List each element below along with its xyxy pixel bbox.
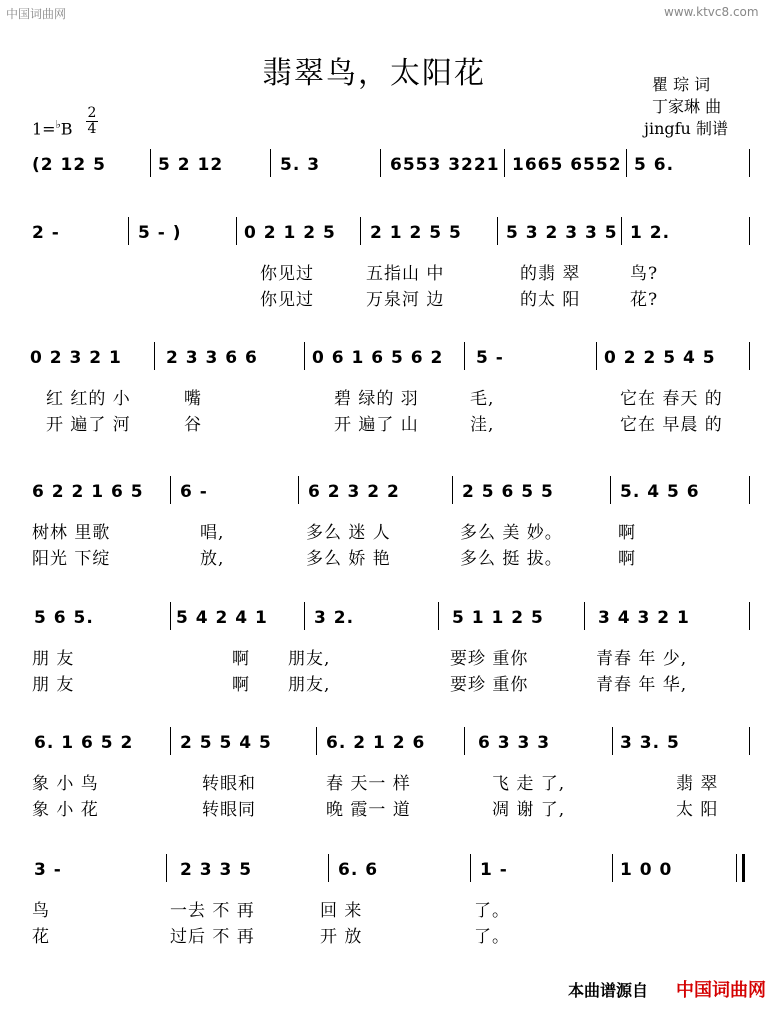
bar-line — [612, 727, 613, 755]
lyric-verse-1: 毛, — [470, 389, 495, 409]
key-signature — [32, 118, 73, 138]
measure: 6 2 3 2 2 — [308, 482, 400, 502]
bar-line — [464, 727, 465, 755]
footer-site-logo[interactable]: 中国词曲网 — [676, 980, 766, 1001]
bar-line — [150, 149, 151, 177]
measure: 5 - ) — [138, 223, 182, 243]
key-label: 1= — [32, 119, 56, 139]
lyric-verse-2: 朋友, — [288, 675, 331, 695]
measure: 6 - — [180, 482, 208, 502]
lyric-verse-1: 你见过 — [260, 264, 314, 284]
bar-line — [170, 727, 171, 755]
measure: 5 6. — [634, 155, 675, 175]
lyric-verse-1: 翡 翠 — [676, 774, 719, 794]
lyric-verse-2: 啊 — [232, 675, 250, 695]
lyric-verse-2: 太 阳 — [676, 800, 719, 820]
lyric-verse-1: 青春 年 少, — [596, 649, 688, 669]
measure: 0 2 2 5 4 5 — [604, 348, 716, 368]
lyric-verse-1: 嘴 — [184, 389, 202, 409]
measure: 2 1 2 5 5 — [370, 223, 462, 243]
measure: 5. 4 5 6 — [620, 482, 700, 502]
bar-line — [236, 217, 237, 245]
lyric-verse-2: 开 遍了 河 — [46, 415, 131, 435]
lyric-verse-2: 阳光 下绽 — [32, 549, 111, 569]
maker-credit: jingfu 制谱 — [644, 119, 728, 138]
lyric-verse-1: 碧 绿的 羽 — [334, 389, 419, 409]
measure: 5 3 2 3 3 5 — [506, 223, 618, 243]
measure: 5 6 5. — [34, 608, 94, 628]
bar-line — [452, 476, 453, 504]
bar-line — [316, 727, 317, 755]
lyric-verse-2: 它在 早晨 的 — [620, 415, 723, 435]
lyric-verse-1: 鸟 — [32, 901, 50, 921]
bar-line — [749, 476, 750, 504]
bar-line — [304, 342, 305, 370]
bar-line — [380, 149, 381, 177]
lyric-verse-2: 青春 年 华, — [596, 675, 688, 695]
time-bottom: 4 — [87, 121, 97, 137]
measure: 5 - — [476, 348, 504, 368]
lyric-verse-2: 了。 — [474, 927, 510, 947]
final-bar-line — [742, 854, 745, 882]
lyric-verse-2: 转眼同 — [202, 800, 256, 820]
bar-line — [736, 854, 737, 882]
measure: 2 3 3 6 6 — [166, 348, 258, 368]
lyric-verse-2: 你见过 — [260, 290, 314, 310]
lyric-verse-1: 朋 友 — [32, 649, 75, 669]
lyric-verse-1: 五指山 中 — [366, 264, 445, 284]
lyric-verse-2: 凋 谢 了, — [492, 800, 566, 820]
lyric-verse-2: 象 小 花 — [32, 800, 99, 820]
bar-line — [470, 854, 471, 882]
flat-sign: ♭ — [55, 118, 61, 131]
bar-line — [270, 149, 271, 177]
bar-line — [166, 854, 167, 882]
lyric-verse-2: 啊 — [618, 549, 636, 569]
measure: 2 3 3 5 — [180, 860, 253, 880]
measure: 1 2. — [630, 223, 671, 243]
lyric-verse-1: 它在 春天 的 — [620, 389, 723, 409]
lyric-verse-1: 要珍 重你 — [450, 649, 529, 669]
lyric-verse-2: 晚 霞一 道 — [326, 800, 411, 820]
lyric-verse-1: 唱, — [200, 523, 225, 543]
measure: (2 12 5 — [32, 155, 106, 175]
lyric-verse-1: 树林 里歌 — [32, 523, 111, 543]
bar-line — [584, 602, 585, 630]
lyric-verse-1: 春 天一 样 — [326, 774, 411, 794]
lyric-verse-1: 啊 — [232, 649, 250, 669]
lyric-verse-2: 花 — [32, 927, 50, 947]
bar-line — [497, 217, 498, 245]
measure: 2 - — [32, 223, 60, 243]
lyric-verse-2: 开 遍了 山 — [334, 415, 419, 435]
page-title: 翡翠鸟，太阳花 — [262, 56, 486, 91]
lyric-verse-1: 回 来 — [320, 901, 363, 921]
lyric-verse-1: 多么 美 妙。 — [460, 523, 563, 543]
watermark-right: www.ktvc8.com — [664, 5, 759, 19]
watermark-left: 中国词曲网 — [6, 7, 67, 21]
bar-line — [128, 217, 129, 245]
bar-line — [170, 476, 171, 504]
composer-credit: 丁家琳 曲 — [652, 97, 722, 116]
lyric-verse-2: 的太 阳 — [520, 290, 581, 310]
bar-line — [621, 217, 622, 245]
lyric-verse-2: 花? — [630, 290, 659, 310]
lyric-verse-2: 多么 娇 艳 — [306, 549, 391, 569]
measure: 5 2 12 — [158, 155, 224, 175]
lyric-verse-2: 万泉河 边 — [366, 290, 445, 310]
lyric-verse-1: 一去 不 再 — [170, 901, 255, 921]
bar-line — [749, 602, 750, 630]
bar-line — [610, 476, 611, 504]
bar-line — [749, 217, 750, 245]
measure: 1 - — [480, 860, 508, 880]
bar-line — [438, 602, 439, 630]
measure: 3 4 3 2 1 — [598, 608, 690, 628]
measure: 0 2 1 2 5 — [244, 223, 336, 243]
lyric-verse-1: 了。 — [474, 901, 510, 921]
measure: 0 2 3 2 1 — [30, 348, 122, 368]
lyric-verse-1: 鸟? — [630, 264, 659, 284]
footer-source-label: 本曲谱源自 — [568, 981, 649, 1000]
measure: 5. 3 — [280, 155, 321, 175]
measure: 3 2. — [314, 608, 355, 628]
lyric-verse-1: 红 红的 小 — [46, 389, 131, 409]
bar-line — [360, 217, 361, 245]
lyric-verse-1: 的翡 翠 — [520, 264, 581, 284]
measure: 1 0 0 — [620, 860, 673, 880]
bar-line — [170, 602, 171, 630]
lyric-verse-2: 谷 — [184, 415, 202, 435]
lyric-verse-2: 要珍 重你 — [450, 675, 529, 695]
measure: 6. 6 — [338, 860, 379, 880]
measure: 6 3 3 3 — [478, 733, 551, 753]
time-signature — [86, 106, 98, 137]
bar-line — [626, 149, 627, 177]
bar-line — [749, 727, 750, 755]
lyric-verse-1: 多么 迷 人 — [306, 523, 391, 543]
measure: 6553 3221 — [390, 155, 500, 175]
measure: 1665 6552 — [512, 155, 622, 175]
lyric-verse-1: 朋友, — [288, 649, 331, 669]
measure: 6. 1 6 5 2 — [34, 733, 134, 753]
lyric-verse-2: 开 放 — [320, 927, 363, 947]
lyricist-credit: 瞿 琮 词 — [652, 75, 711, 94]
measure: 3 - — [34, 860, 62, 880]
bar-line — [304, 602, 305, 630]
measure: 2 5 6 5 5 — [462, 482, 554, 502]
lyric-verse-2: 放, — [200, 549, 225, 569]
measure: 0 6 1 6 5 6 2 — [312, 348, 444, 368]
bar-line — [328, 854, 329, 882]
lyric-verse-2: 朋 友 — [32, 675, 75, 695]
measure: 3 3. 5 — [620, 733, 680, 753]
measure: 5 4 2 4 1 — [176, 608, 268, 628]
bar-line — [298, 476, 299, 504]
bar-line — [749, 149, 750, 177]
lyric-verse-1: 转眼和 — [202, 774, 256, 794]
lyric-verse-2: 多么 挺 拔。 — [460, 549, 563, 569]
measure: 6. 2 1 2 6 — [326, 733, 426, 753]
bar-line — [612, 854, 613, 882]
bar-line — [749, 342, 750, 370]
bar-line — [154, 342, 155, 370]
lyric-verse-1: 象 小 鸟 — [32, 774, 99, 794]
bar-line — [596, 342, 597, 370]
lyric-verse-2: 过后 不 再 — [170, 927, 255, 947]
lyric-verse-1: 啊 — [618, 523, 636, 543]
bar-line — [464, 342, 465, 370]
measure: 6 2 2 1 6 5 — [32, 482, 144, 502]
key-note: B — [60, 119, 73, 139]
measure: 2 5 5 4 5 — [180, 733, 272, 753]
time-top: 2 — [87, 105, 97, 121]
measure: 5 1 1 2 5 — [452, 608, 544, 628]
lyric-verse-1: 飞 走 了, — [492, 774, 566, 794]
bar-line — [504, 149, 505, 177]
lyric-verse-2: 洼, — [470, 415, 495, 435]
